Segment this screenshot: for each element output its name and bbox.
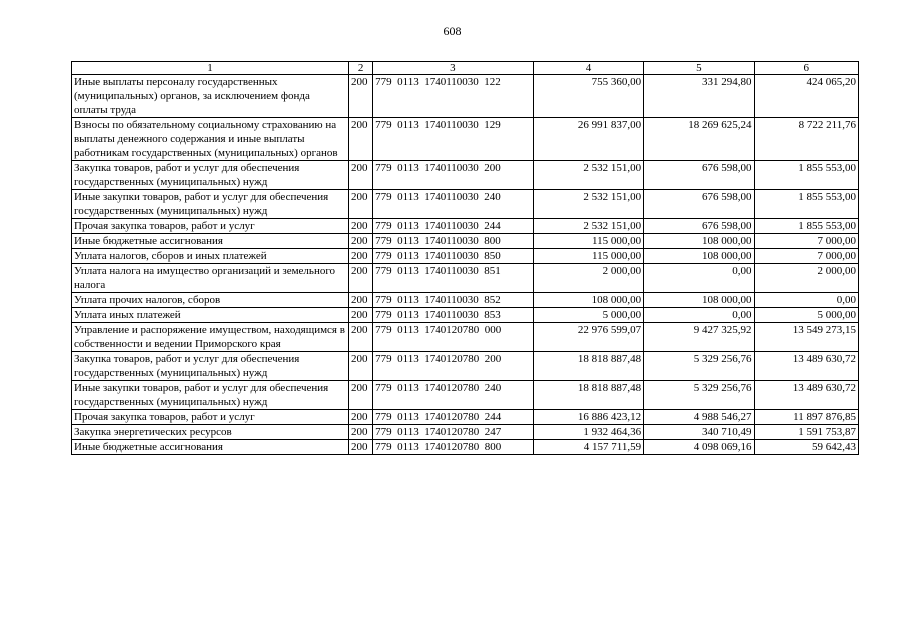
row-amount-6: 13 549 273,15 [754,323,858,352]
table-row [72,264,859,293]
table-body [72,75,859,455]
row-code: 779 0113 1740110030 800 [373,234,534,249]
row-amount-6: 8 722 211,76 [754,118,858,161]
row-amount-6: 1 855 553,00 [754,219,858,234]
row-amount-6: 1 855 553,00 [754,161,858,190]
row-column-2: 200 [349,352,373,381]
row-amount-6: 7 000,00 [754,234,858,249]
table-row [72,381,859,410]
row-amount-4: 755 360,00 [533,75,643,118]
row-amount-4: 5 000,00 [533,308,643,323]
row-amount-5: 676 598,00 [644,161,754,190]
row-amount-6: 1 855 553,00 [754,190,858,219]
row-amount-5: 108 000,00 [644,293,754,308]
page-number: 608 [443,24,462,38]
row-amount-4: 2 532 151,00 [533,161,643,190]
row-amount-4: 18 818 887,48 [533,381,643,410]
row-column-2: 200 [349,410,373,425]
row-code: 779 0113 1740110030 129 [373,118,534,161]
row-amount-4: 16 886 423,12 [533,410,643,425]
row-amount-6: 11 897 876,85 [754,410,858,425]
row-name: Уплата налога на имущество организаций и земельного налога [72,264,349,293]
row-amount-6: 424 065,20 [754,75,858,118]
table-row [72,323,859,352]
row-name: Закупка энергетических ресурсов [72,425,349,440]
row-amount-4: 1 932 464,36 [533,425,643,440]
row-column-2: 200 [349,118,373,161]
row-amount-5: 5 329 256,76 [644,352,754,381]
row-column-2: 200 [349,234,373,249]
row-code: 779 0113 1740120780 244 [373,410,534,425]
row-name: Прочая закупка товаров, работ и услуг [72,410,349,425]
row-amount-6: 0,00 [754,293,858,308]
row-amount-5: 5 329 256,76 [644,381,754,410]
table-row [72,440,859,455]
row-name: Иные закупки товаров, работ и услуг для обеспечения государственных (муниципальных) нужд [72,381,349,410]
row-name: Закупка товаров, работ и услуг для обеспечения государственных (муниципальных) нужд [72,352,349,381]
table-header-row [72,62,859,75]
row-name: Закупка товаров, работ и услуг для обеспечения государственных (муниципальных) нужд [72,161,349,190]
row-column-2: 200 [349,249,373,264]
row-name: Уплата иных платежей [72,308,349,323]
row-code: 779 0113 1740120780 800 [373,440,534,455]
row-amount-4: 4 157 711,59 [533,440,643,455]
row-column-2: 200 [349,75,373,118]
row-name: Уплата налогов, сборов и иных платежей [72,249,349,264]
row-name: Взносы по обязательному социальному страхованию на выплаты денежного содержания и иные выплаты работникам государственных (муниципальных) органов [72,118,349,161]
row-amount-6: 5 000,00 [754,308,858,323]
table-row [72,234,859,249]
row-column-2: 200 [349,161,373,190]
table-row [72,308,859,323]
row-name: Управление и распоряжение имуществом, находящимся в собственности и ведении Приморского края [72,323,349,352]
row-amount-4: 2 532 151,00 [533,190,643,219]
row-amount-6: 1 591 753,87 [754,425,858,440]
row-code: 779 0113 1740120780 200 [373,352,534,381]
row-amount-6: 59 642,43 [754,440,858,455]
row-code: 779 0113 1740120780 000 [373,323,534,352]
row-amount-6: 7 000,00 [754,249,858,264]
column-header: 5 [644,62,754,75]
budget-table [71,61,859,455]
row-amount-5: 331 294,80 [644,75,754,118]
row-amount-5: 676 598,00 [644,190,754,219]
row-name: Иные бюджетные ассигнования [72,440,349,455]
row-amount-4: 22 976 599,07 [533,323,643,352]
table-row [72,249,859,264]
table-row [72,190,859,219]
table-row [72,161,859,190]
row-column-2: 200 [349,440,373,455]
row-amount-4: 2 532 151,00 [533,219,643,234]
row-amount-5: 108 000,00 [644,249,754,264]
table-row [72,352,859,381]
row-amount-6: 13 489 630,72 [754,352,858,381]
row-amount-6: 2 000,00 [754,264,858,293]
row-name: Иные бюджетные ассигнования [72,234,349,249]
row-column-2: 200 [349,308,373,323]
row-column-2: 200 [349,190,373,219]
row-column-2: 200 [349,219,373,234]
table-row [72,118,859,161]
row-amount-5: 18 269 625,24 [644,118,754,161]
row-code: 779 0113 1740110030 853 [373,308,534,323]
column-header: 6 [754,62,858,75]
column-header: 1 [72,62,349,75]
row-amount-5: 9 427 325,92 [644,323,754,352]
row-name: Уплата прочих налогов, сборов [72,293,349,308]
table-row [72,425,859,440]
table-row [72,293,859,308]
row-amount-4: 26 991 837,00 [533,118,643,161]
row-name: Иные закупки товаров, работ и услуг для обеспечения государственных (муниципальных) нужд [72,190,349,219]
row-amount-5: 4 098 069,16 [644,440,754,455]
row-column-2: 200 [349,293,373,308]
row-amount-4: 2 000,00 [533,264,643,293]
row-amount-5: 4 988 546,27 [644,410,754,425]
row-column-2: 200 [349,264,373,293]
column-header: 2 [349,62,373,75]
table-row [72,410,859,425]
row-name: Прочая закупка товаров, работ и услуг [72,219,349,234]
table-row [72,219,859,234]
row-amount-4: 108 000,00 [533,293,643,308]
row-code: 779 0113 1740120780 240 [373,381,534,410]
row-code: 779 0113 1740110030 200 [373,161,534,190]
row-code: 779 0113 1740110030 850 [373,249,534,264]
row-amount-4: 115 000,00 [533,234,643,249]
row-code: 779 0113 1740110030 240 [373,190,534,219]
row-code: 779 0113 1740110030 244 [373,219,534,234]
row-code: 779 0113 1740110030 851 [373,264,534,293]
row-code: 779 0113 1740120780 247 [373,425,534,440]
row-amount-5: 340 710,49 [644,425,754,440]
row-code: 779 0113 1740110030 122 [373,75,534,118]
row-amount-5: 676 598,00 [644,219,754,234]
row-column-2: 200 [349,425,373,440]
column-header: 3 [373,62,534,75]
row-amount-5: 108 000,00 [644,234,754,249]
row-name: Иные выплаты персоналу государственных (муниципальных) органов, за исключением фонда оплаты труда [72,75,349,118]
row-code: 779 0113 1740110030 852 [373,293,534,308]
row-amount-4: 18 818 887,48 [533,352,643,381]
column-header: 4 [533,62,643,75]
table-row [72,75,859,118]
row-column-2: 200 [349,381,373,410]
row-amount-5: 0,00 [644,308,754,323]
row-amount-6: 13 489 630,72 [754,381,858,410]
row-column-2: 200 [349,323,373,352]
row-amount-4: 115 000,00 [533,249,643,264]
row-amount-5: 0,00 [644,264,754,293]
